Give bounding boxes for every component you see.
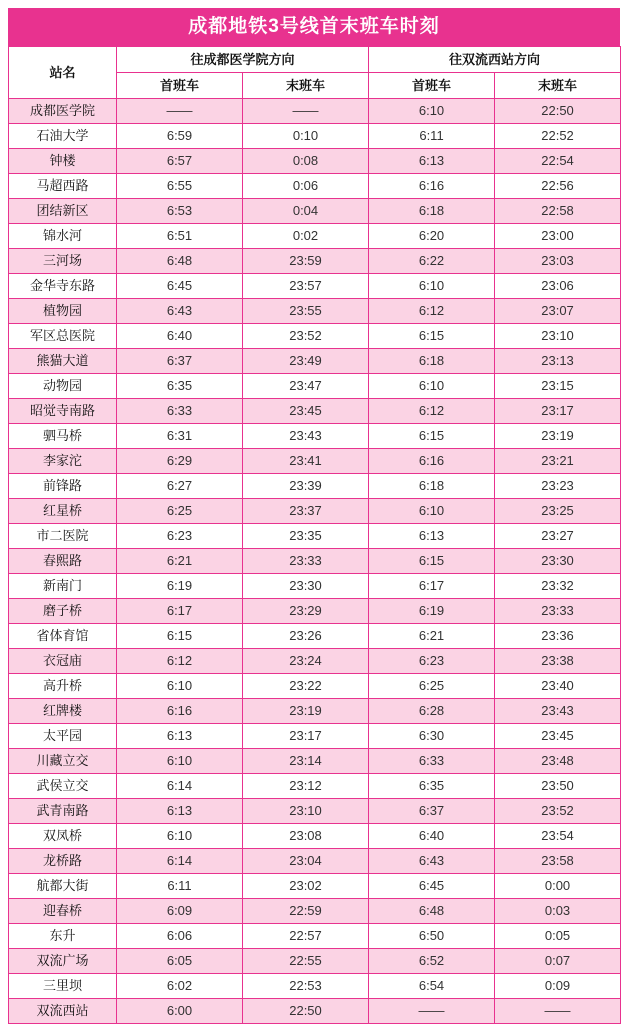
cell-dir1-last: 23:35 — [243, 524, 369, 549]
cell-dir1-first: 6:37 — [117, 349, 243, 374]
cell-dir1-first: 6:45 — [117, 274, 243, 299]
cell-dir1-last: 23:10 — [243, 799, 369, 824]
cell-dir2-last: 23:36 — [495, 624, 621, 649]
table-row — [9, 574, 621, 599]
cell-dir2-first: 6:23 — [369, 649, 495, 674]
cell-dir1-first: 6:10 — [117, 674, 243, 699]
cell-dir2-last: 23:00 — [495, 224, 621, 249]
cell-station: 马超西路 — [9, 174, 117, 199]
table-header — [9, 47, 621, 99]
cell-dir2-first: 6:21 — [369, 624, 495, 649]
cell-station: 成都医学院 — [9, 99, 117, 124]
cell-dir1-last: 22:53 — [243, 974, 369, 999]
cell-dir2-first: 6:50 — [369, 924, 495, 949]
table-row — [9, 224, 621, 249]
cell-dir1-last: 22:55 — [243, 949, 369, 974]
table-row — [9, 849, 621, 874]
cell-dir1-last: 23:29 — [243, 599, 369, 624]
cell-dir2-first: 6:12 — [369, 399, 495, 424]
cell-station: 石油大学 — [9, 124, 117, 149]
cell-dir1-last: 23:02 — [243, 874, 369, 899]
table-row — [9, 249, 621, 274]
cell-dir2-first: 6:48 — [369, 899, 495, 924]
cell-dir1-last: 23:59 — [243, 249, 369, 274]
cell-dir2-first: —— — [369, 999, 495, 1024]
cell-dir2-last: 0:03 — [495, 899, 621, 924]
table-row — [9, 524, 621, 549]
table-row — [9, 274, 621, 299]
cell-dir1-first: 6:14 — [117, 774, 243, 799]
cell-dir1-last: 23:49 — [243, 349, 369, 374]
cell-dir2-last: 22:52 — [495, 124, 621, 149]
cell-dir2-last: 23:38 — [495, 649, 621, 674]
cell-dir1-first: 6:14 — [117, 849, 243, 874]
cell-dir1-first: 6:48 — [117, 249, 243, 274]
cell-dir1-last: 23:08 — [243, 824, 369, 849]
cell-dir2-first: 6:54 — [369, 974, 495, 999]
cell-dir2-last: 23:58 — [495, 849, 621, 874]
cell-dir2-last: 0:07 — [495, 949, 621, 974]
cell-dir2-last: 0:05 — [495, 924, 621, 949]
cell-dir1-last: 23:30 — [243, 574, 369, 599]
cell-dir2-first: 6:13 — [369, 524, 495, 549]
cell-dir2-last: 22:54 — [495, 149, 621, 174]
cell-dir1-last: 0:08 — [243, 149, 369, 174]
table-row — [9, 149, 621, 174]
cell-dir2-last: 23:54 — [495, 824, 621, 849]
cell-station: 双流西站 — [9, 999, 117, 1024]
cell-dir2-first: 6:17 — [369, 574, 495, 599]
table-row — [9, 899, 621, 924]
cell-dir2-first: 6:15 — [369, 549, 495, 574]
cell-dir1-first: 6:21 — [117, 549, 243, 574]
cell-dir1-first: 6:57 — [117, 149, 243, 174]
header-station: 站名 — [9, 47, 117, 99]
header-dir2-first: 首班车 — [369, 73, 495, 99]
cell-dir2-first: 6:40 — [369, 824, 495, 849]
table-row — [9, 974, 621, 999]
cell-dir1-last: 22:50 — [243, 999, 369, 1024]
cell-dir1-first: 6:12 — [117, 649, 243, 674]
table-row — [9, 599, 621, 624]
cell-dir2-first: 6:20 — [369, 224, 495, 249]
table-row — [9, 549, 621, 574]
header-direction-1: 往成都医学院方向 — [117, 47, 369, 73]
cell-dir1-last: 0:02 — [243, 224, 369, 249]
cell-dir2-last: 0:09 — [495, 974, 621, 999]
cell-dir1-last: 23:45 — [243, 399, 369, 424]
cell-dir2-first: 6:18 — [369, 474, 495, 499]
cell-dir2-first: 6:10 — [369, 374, 495, 399]
table-row — [9, 724, 621, 749]
cell-dir2-first: 6:15 — [369, 424, 495, 449]
header-dir1-last: 末班车 — [243, 73, 369, 99]
header-row-directions — [9, 47, 621, 73]
cell-dir2-last: 23:52 — [495, 799, 621, 824]
table-row — [9, 774, 621, 799]
table-row — [9, 324, 621, 349]
cell-dir2-last: 23:25 — [495, 499, 621, 524]
cell-station: 红星桥 — [9, 499, 117, 524]
cell-dir1-first: 6:19 — [117, 574, 243, 599]
cell-station: 衣冠庙 — [9, 649, 117, 674]
cell-dir2-last: 23:50 — [495, 774, 621, 799]
cell-dir2-first: 6:25 — [369, 674, 495, 699]
cell-dir1-first: 6:25 — [117, 499, 243, 524]
cell-station: 动物园 — [9, 374, 117, 399]
header-dir1-first: 首班车 — [117, 73, 243, 99]
cell-dir1-last: 23:12 — [243, 774, 369, 799]
cell-dir2-first: 6:28 — [369, 699, 495, 724]
cell-station: 前锋路 — [9, 474, 117, 499]
table-row — [9, 349, 621, 374]
cell-station: 东升 — [9, 924, 117, 949]
cell-dir1-last: 0:10 — [243, 124, 369, 149]
cell-dir2-last: 23:32 — [495, 574, 621, 599]
cell-dir1-first: 6:23 — [117, 524, 243, 549]
cell-dir1-first: 6:13 — [117, 799, 243, 824]
cell-dir2-last: 23:30 — [495, 549, 621, 574]
cell-station: 春熙路 — [9, 549, 117, 574]
cell-dir2-last: 23:10 — [495, 324, 621, 349]
table-row — [9, 474, 621, 499]
table-row — [9, 174, 621, 199]
cell-dir2-last: 23:21 — [495, 449, 621, 474]
cell-dir2-last: 22:58 — [495, 199, 621, 224]
cell-dir1-first: 6:59 — [117, 124, 243, 149]
cell-station: 植物园 — [9, 299, 117, 324]
cell-station: 熊猫大道 — [9, 349, 117, 374]
cell-dir2-first: 6:10 — [369, 499, 495, 524]
cell-station: 三河场 — [9, 249, 117, 274]
cell-dir1-last: 23:39 — [243, 474, 369, 499]
table-row — [9, 499, 621, 524]
cell-station: 高升桥 — [9, 674, 117, 699]
cell-dir2-last: 23:45 — [495, 724, 621, 749]
table-row — [9, 449, 621, 474]
cell-station: 武青南路 — [9, 799, 117, 824]
cell-dir1-first: 6:06 — [117, 924, 243, 949]
cell-dir1-first: 6:31 — [117, 424, 243, 449]
cell-dir1-last: 0:04 — [243, 199, 369, 224]
header-dir2-last: 末班车 — [495, 73, 621, 99]
table-row — [9, 999, 621, 1024]
cell-dir1-first: 6:40 — [117, 324, 243, 349]
table-body — [9, 99, 621, 1024]
cell-dir1-last: 23:52 — [243, 324, 369, 349]
cell-station: 双流广场 — [9, 949, 117, 974]
timetable — [8, 46, 621, 1024]
cell-dir1-last: 22:59 — [243, 899, 369, 924]
cell-dir2-first: 6:18 — [369, 349, 495, 374]
cell-dir2-first: 6:35 — [369, 774, 495, 799]
cell-dir1-first: 6:29 — [117, 449, 243, 474]
cell-dir1-last: 22:57 — [243, 924, 369, 949]
cell-station: 红牌楼 — [9, 699, 117, 724]
cell-dir1-first: 6:43 — [117, 299, 243, 324]
cell-dir2-last: 22:56 — [495, 174, 621, 199]
cell-dir1-first: 6:09 — [117, 899, 243, 924]
cell-dir1-first: 6:51 — [117, 224, 243, 249]
cell-station: 迎春桥 — [9, 899, 117, 924]
cell-dir1-last: 23:43 — [243, 424, 369, 449]
page-title: 成都地铁3号线首末班车时刻 — [8, 8, 620, 46]
cell-station: 驷马桥 — [9, 424, 117, 449]
cell-dir1-first: 6:16 — [117, 699, 243, 724]
cell-dir1-last: 23:57 — [243, 274, 369, 299]
cell-dir2-last: 23:06 — [495, 274, 621, 299]
cell-dir2-last: 23:48 — [495, 749, 621, 774]
cell-dir2-first: 6:52 — [369, 949, 495, 974]
table-row — [9, 99, 621, 124]
cell-dir2-first: 6:30 — [369, 724, 495, 749]
table-row — [9, 699, 621, 724]
cell-station: 市二医院 — [9, 524, 117, 549]
cell-station: 军区总医院 — [9, 324, 117, 349]
table-row — [9, 399, 621, 424]
cell-dir1-last: 23:26 — [243, 624, 369, 649]
cell-dir2-first: 6:18 — [369, 199, 495, 224]
cell-dir2-last: 22:50 — [495, 99, 621, 124]
cell-dir2-last: 23:15 — [495, 374, 621, 399]
cell-station: 钟楼 — [9, 149, 117, 174]
cell-station: 三里坝 — [9, 974, 117, 999]
cell-dir2-last: 23:43 — [495, 699, 621, 724]
table-row — [9, 199, 621, 224]
cell-dir1-first: 6:13 — [117, 724, 243, 749]
cell-dir2-first: 6:10 — [369, 274, 495, 299]
cell-dir1-first: 6:33 — [117, 399, 243, 424]
cell-dir1-first: 6:10 — [117, 749, 243, 774]
table-row — [9, 624, 621, 649]
cell-dir2-first: 6:11 — [369, 124, 495, 149]
cell-dir1-last: 23:04 — [243, 849, 369, 874]
cell-dir2-last: 23:33 — [495, 599, 621, 624]
cell-dir2-last: 23:13 — [495, 349, 621, 374]
cell-station: 昭觉寺南路 — [9, 399, 117, 424]
cell-dir1-first: 6:02 — [117, 974, 243, 999]
table-row — [9, 874, 621, 899]
cell-dir2-last: 23:27 — [495, 524, 621, 549]
table-row — [9, 374, 621, 399]
table-row — [9, 799, 621, 824]
cell-dir1-last: 23:37 — [243, 499, 369, 524]
cell-dir2-first: 6:19 — [369, 599, 495, 624]
cell-dir1-first: 6:17 — [117, 599, 243, 624]
table-row — [9, 299, 621, 324]
cell-station: 双凤桥 — [9, 824, 117, 849]
cell-station: 航都大街 — [9, 874, 117, 899]
cell-dir1-last: 23:24 — [243, 649, 369, 674]
cell-dir2-first: 6:16 — [369, 174, 495, 199]
cell-station: 省体育馆 — [9, 624, 117, 649]
cell-dir1-last: 23:19 — [243, 699, 369, 724]
cell-dir2-last: 23:17 — [495, 399, 621, 424]
cell-dir2-last: 23:40 — [495, 674, 621, 699]
cell-dir2-last: 23:19 — [495, 424, 621, 449]
cell-dir1-last: 23:47 — [243, 374, 369, 399]
cell-station: 太平园 — [9, 724, 117, 749]
cell-dir2-last: 23:03 — [495, 249, 621, 274]
cell-dir2-first: 6:22 — [369, 249, 495, 274]
table-row — [9, 424, 621, 449]
table-row — [9, 649, 621, 674]
cell-dir1-last: 23:17 — [243, 724, 369, 749]
cell-dir2-first: 6:43 — [369, 849, 495, 874]
cell-dir2-first: 6:13 — [369, 149, 495, 174]
cell-station: 龙桥路 — [9, 849, 117, 874]
cell-station: 金华寺东路 — [9, 274, 117, 299]
cell-dir1-first: 6:15 — [117, 624, 243, 649]
table-row — [9, 674, 621, 699]
cell-dir2-last: 23:23 — [495, 474, 621, 499]
cell-station: 武侯立交 — [9, 774, 117, 799]
cell-dir1-first: 6:00 — [117, 999, 243, 1024]
cell-dir2-last: 23:07 — [495, 299, 621, 324]
cell-dir2-first: 6:33 — [369, 749, 495, 774]
cell-dir1-first: —— — [117, 99, 243, 124]
cell-dir2-first: 6:12 — [369, 299, 495, 324]
cell-dir2-first: 6:15 — [369, 324, 495, 349]
cell-station: 川藏立交 — [9, 749, 117, 774]
header-direction-2: 往双流西站方向 — [369, 47, 621, 73]
cell-station: 锦水河 — [9, 224, 117, 249]
cell-station: 李家沱 — [9, 449, 117, 474]
cell-dir1-last: 23:22 — [243, 674, 369, 699]
cell-dir1-last: 23:41 — [243, 449, 369, 474]
cell-station: 磨子桥 — [9, 599, 117, 624]
cell-dir1-first: 6:10 — [117, 824, 243, 849]
cell-dir2-first: 6:10 — [369, 99, 495, 124]
cell-dir1-last: 23:55 — [243, 299, 369, 324]
table-row — [9, 824, 621, 849]
cell-dir1-first: 6:53 — [117, 199, 243, 224]
cell-dir2-first: 6:45 — [369, 874, 495, 899]
cell-dir1-first: 6:35 — [117, 374, 243, 399]
table-row — [9, 124, 621, 149]
cell-dir2-last: 0:00 — [495, 874, 621, 899]
table-row — [9, 949, 621, 974]
cell-dir1-last: 23:33 — [243, 549, 369, 574]
table-row — [9, 924, 621, 949]
cell-dir1-first: 6:55 — [117, 174, 243, 199]
cell-dir1-last: —— — [243, 99, 369, 124]
cell-station: 新南门 — [9, 574, 117, 599]
cell-dir1-first: 6:11 — [117, 874, 243, 899]
cell-dir2-first: 6:37 — [369, 799, 495, 824]
cell-dir2-last: —— — [495, 999, 621, 1024]
cell-dir1-first: 6:05 — [117, 949, 243, 974]
cell-dir1-last: 23:14 — [243, 749, 369, 774]
cell-dir1-first: 6:27 — [117, 474, 243, 499]
cell-dir2-first: 6:16 — [369, 449, 495, 474]
cell-station: 团结新区 — [9, 199, 117, 224]
cell-dir1-last: 0:06 — [243, 174, 369, 199]
table-row — [9, 749, 621, 774]
